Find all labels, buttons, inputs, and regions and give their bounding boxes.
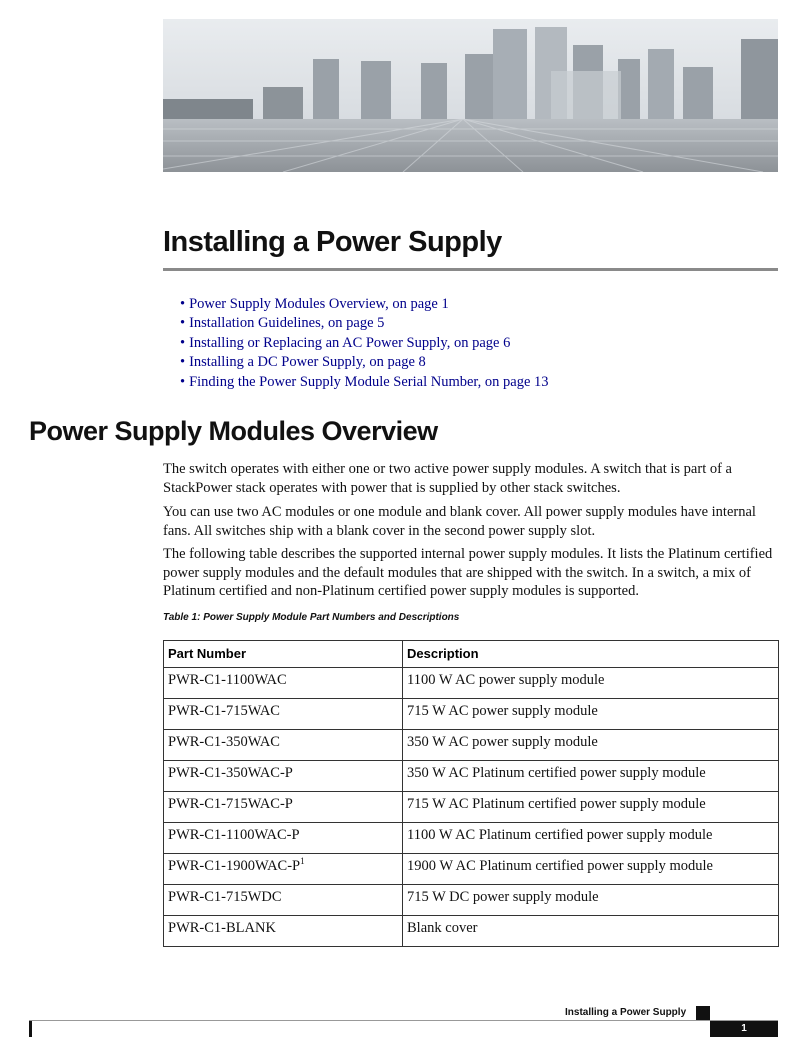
toc-link[interactable]: Power Supply Modules Overview, on page 1 bbox=[189, 296, 449, 312]
table-header-row bbox=[164, 641, 779, 668]
part-number: PWR-C1-BLANK bbox=[168, 920, 276, 936]
table-row bbox=[164, 823, 779, 854]
toc-item[interactable] bbox=[180, 334, 549, 353]
part-number-cell bbox=[164, 761, 403, 792]
description-cell: 715 W AC power supply module bbox=[403, 699, 779, 730]
chapter-title: Installing a Power Supply bbox=[163, 226, 502, 258]
table-caption: Table 1: Power Supply Module Part Numbers and Descriptions bbox=[163, 612, 460, 623]
part-number-cell bbox=[164, 792, 403, 823]
table-row bbox=[164, 699, 779, 730]
description-cell: 1100 W AC Platinum certified power supply module bbox=[403, 823, 779, 854]
description-cell: 1900 W AC Platinum certified power supply module bbox=[403, 854, 779, 885]
footer-chapter-label: Installing a Power Supply bbox=[565, 1007, 687, 1018]
description-cell: 715 W AC Platinum certified power supply module bbox=[403, 792, 779, 823]
toc-link[interactable]: Finding the Power Supply Module Serial Number, on page 13 bbox=[189, 373, 549, 390]
part-number: PWR-C1-350WAC bbox=[168, 734, 280, 750]
footnote-marker[interactable]: 1 bbox=[300, 856, 305, 867]
page-number: 1 bbox=[710, 1021, 778, 1037]
column-header: Description bbox=[403, 641, 779, 668]
chapter-toc bbox=[180, 295, 549, 392]
table-row bbox=[164, 885, 779, 916]
bullet-icon: • bbox=[180, 315, 186, 332]
description-cell: Blank cover bbox=[403, 916, 779, 947]
bullet-icon: • bbox=[180, 296, 186, 312]
part-number: PWR-C1-715WAC-P bbox=[168, 796, 293, 812]
title-divider bbox=[163, 268, 778, 271]
table-row bbox=[164, 916, 779, 947]
toc-item[interactable] bbox=[180, 314, 549, 333]
description-cell: 1100 W AC power supply module bbox=[403, 668, 779, 699]
column-header: Part Number bbox=[164, 641, 403, 668]
description-cell: 715 W DC power supply module bbox=[403, 885, 779, 916]
toc-link[interactable]: Installing a DC Power Supply, on page 8 bbox=[189, 354, 426, 371]
bullet-icon: • bbox=[180, 354, 186, 371]
table-row bbox=[164, 792, 779, 823]
part-number: PWR-C1-350WAC-P bbox=[168, 765, 293, 781]
table-row bbox=[164, 854, 779, 885]
toc-item[interactable] bbox=[180, 353, 549, 372]
table-row bbox=[164, 668, 779, 699]
part-number-cell bbox=[164, 668, 403, 699]
city-skyline-illustration bbox=[163, 19, 778, 172]
part-number: PWR-C1-715WDC bbox=[168, 889, 282, 905]
part-number-cell bbox=[164, 916, 403, 947]
part-number: PWR-C1-715WAC bbox=[168, 703, 280, 719]
table-row bbox=[164, 730, 779, 761]
part-number-cell bbox=[164, 699, 403, 730]
bullet-icon: • bbox=[180, 373, 186, 390]
paragraph: The following table describes the supported internal power supply modules. It lists the Platinum certified power supply modules and the default modules that are shipped with the switch. In a switch, a mix of Platinum certified and non-Platinum certified power supply modules is supported. bbox=[163, 546, 773, 599]
paragraph: The switch operates with either one or two active power supply modules. A switch that is part of a StackPower stack operates with power that is supplied by other stack switches. bbox=[163, 461, 732, 496]
toc-item[interactable] bbox=[180, 295, 549, 314]
description-cell: 350 W AC Platinum certified power supply module bbox=[403, 761, 779, 792]
part-number: PWR-C1-1900WAC-P bbox=[168, 858, 301, 874]
toc-item[interactable] bbox=[180, 373, 549, 392]
toc-link[interactable]: Installing or Replacing an AC Power Supply, on page 6 bbox=[189, 334, 511, 351]
footer-marker bbox=[696, 1006, 710, 1020]
part-number-cell bbox=[164, 885, 403, 916]
section-title: Power Supply Modules Overview bbox=[29, 416, 438, 446]
part-number: PWR-C1-1100WAC-P bbox=[168, 827, 300, 843]
footer-left-bar bbox=[29, 1021, 32, 1037]
description-cell: 350 W AC power supply module bbox=[403, 730, 779, 761]
table-row bbox=[164, 761, 779, 792]
paragraph: You can use two AC modules or one module and blank cover. All power supply modules have internal fans. All switches ship with a blank cover in the second power supply slot. bbox=[163, 504, 756, 539]
part-number: PWR-C1-1100WAC bbox=[168, 672, 287, 688]
part-number-cell bbox=[164, 854, 403, 885]
part-number-cell bbox=[164, 823, 403, 854]
table-body bbox=[164, 668, 779, 947]
power-supply-table bbox=[163, 640, 779, 947]
part-number-cell bbox=[164, 730, 403, 761]
footer-divider bbox=[29, 1020, 778, 1021]
bullet-icon: • bbox=[180, 334, 186, 351]
toc-link[interactable]: Installation Guidelines, on page 5 bbox=[189, 315, 385, 332]
header-banner-image bbox=[163, 19, 778, 172]
